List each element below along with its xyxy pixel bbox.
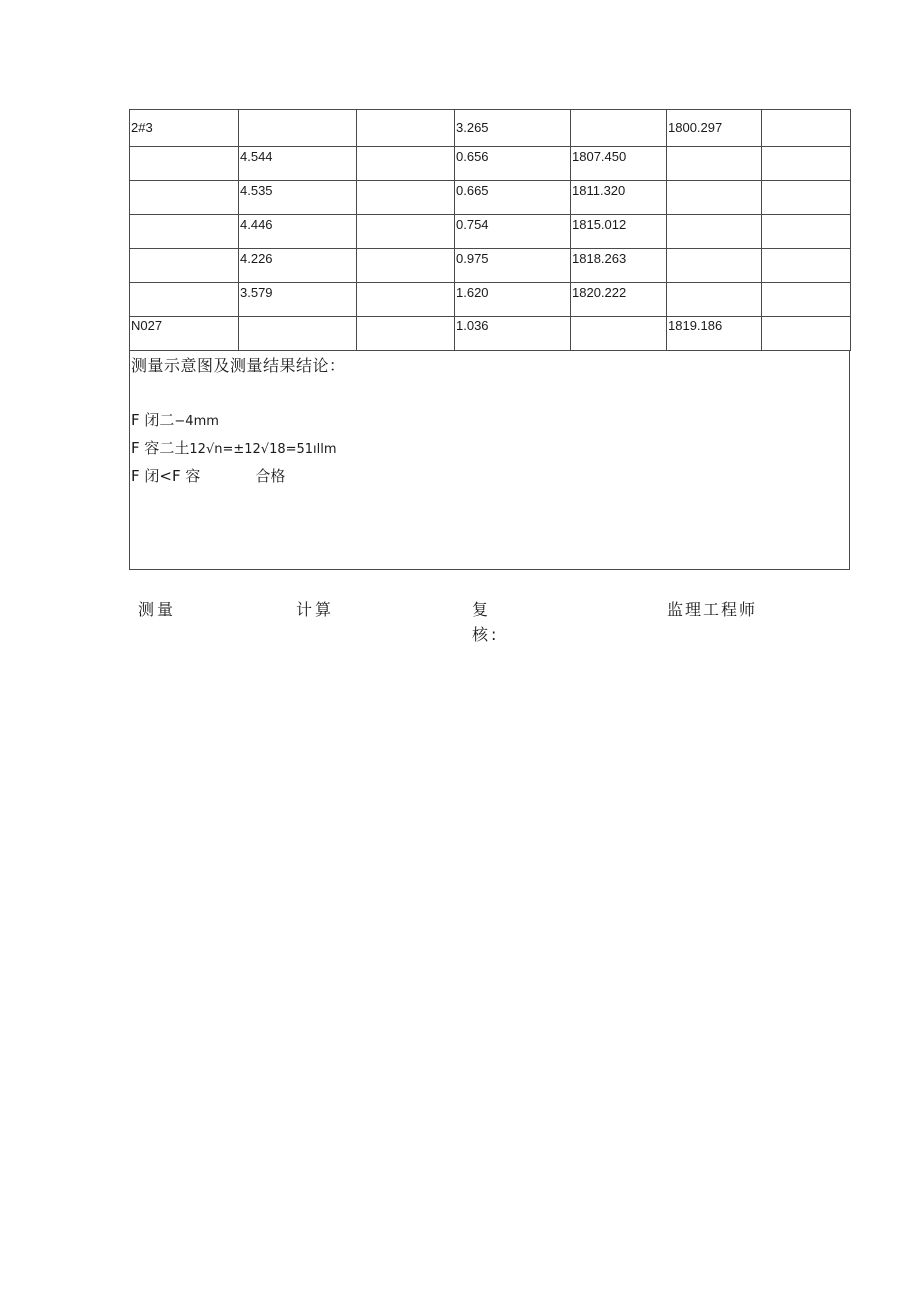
cell-text — [358, 249, 454, 251]
signature-calculate: 计算 — [296, 600, 335, 619]
cell-text — [358, 110, 454, 120]
cell-text: 1820.222 — [572, 285, 627, 300]
allowable-error-value: 12√n=±12√18=51ıllm — [189, 442, 337, 457]
cell-text — [240, 317, 356, 318]
cell-text: 4.544 — [240, 149, 273, 164]
closure-error-line — [131, 409, 219, 430]
cell-text — [763, 283, 850, 285]
table-cell — [130, 147, 239, 181]
table-cell — [357, 181, 455, 215]
table-cell — [571, 249, 667, 283]
cell-text — [763, 317, 850, 318]
table-cell — [239, 283, 357, 317]
table-cell — [455, 110, 571, 147]
table-cell — [239, 215, 357, 249]
signature-row — [0, 597, 920, 647]
table-cell — [239, 181, 357, 215]
table-cell — [455, 283, 571, 317]
table-cell — [571, 215, 667, 249]
signature-measure: 测量 — [138, 600, 177, 619]
table-cell — [455, 249, 571, 283]
cell-text: 4.535 — [240, 183, 273, 198]
table-cell — [762, 317, 851, 351]
table-cell — [357, 215, 455, 249]
cell-text — [763, 249, 850, 251]
cell-text: 2#3 — [131, 120, 153, 135]
signature-supervisor: 监理工程师 — [667, 600, 758, 619]
cell-text: 1807.450 — [572, 149, 627, 164]
table-cell — [571, 181, 667, 215]
table-cell — [239, 147, 357, 181]
table-cell — [130, 283, 239, 317]
cell-text — [572, 317, 666, 318]
cell-text: 1815.012 — [572, 217, 627, 232]
table-row — [130, 110, 851, 147]
allowable-error-label: F 容二土 — [131, 439, 190, 457]
table-cell — [357, 110, 455, 147]
cell-text: 1811.320 — [572, 183, 626, 198]
table-cell — [762, 181, 851, 215]
table-cell — [762, 249, 851, 283]
table-cell — [762, 147, 851, 181]
table-cell — [762, 215, 851, 249]
table-cell — [455, 181, 571, 215]
table-cell — [667, 147, 762, 181]
cell-text — [763, 147, 850, 149]
cell-text — [358, 215, 454, 217]
cell-text: 4.226 — [240, 251, 273, 266]
cell-text — [763, 110, 850, 120]
cell-text — [131, 181, 238, 183]
survey-sheet — [129, 109, 850, 570]
table-cell — [571, 110, 667, 147]
cell-text — [131, 147, 238, 149]
cell-text: 4.446 — [240, 217, 273, 232]
cell-text: 1819.186 — [668, 318, 723, 333]
table-row — [130, 317, 851, 351]
table-cell — [130, 215, 239, 249]
table-cell — [357, 147, 455, 181]
result-verdict: 合格 — [255, 467, 286, 485]
allowable-error-line — [131, 437, 337, 458]
table-cell — [357, 317, 455, 351]
cell-text — [131, 215, 238, 217]
cell-text: 0.975 — [456, 251, 489, 266]
cell-text: 1.036 — [456, 318, 489, 333]
closure-error-value: −4mm — [174, 414, 219, 429]
table-cell — [130, 110, 239, 147]
table-cell — [239, 110, 357, 147]
cell-text — [668, 147, 761, 149]
cell-text: 3.579 — [240, 285, 273, 300]
table-cell — [130, 181, 239, 215]
table-cell — [667, 283, 762, 317]
cell-text: 3.265 — [456, 120, 489, 135]
cell-text: 1.620 — [456, 285, 489, 300]
table-cell — [571, 317, 667, 351]
table-cell — [455, 317, 571, 351]
table-row — [130, 181, 851, 215]
cell-text: 0.754 — [456, 217, 489, 232]
cell-text: 1800.297 — [668, 120, 723, 135]
table-cell — [571, 147, 667, 181]
table-row — [130, 147, 851, 181]
table-cell — [130, 249, 239, 283]
table-cell — [571, 283, 667, 317]
conclusion-panel — [129, 351, 850, 570]
table-cell — [762, 110, 851, 147]
table-row — [130, 249, 851, 283]
table-cell — [239, 249, 357, 283]
table-row — [130, 215, 851, 249]
table-cell — [357, 283, 455, 317]
cell-text: 1818.263 — [572, 251, 627, 266]
cell-text — [572, 110, 666, 120]
cell-text — [763, 181, 850, 183]
cell-text — [668, 215, 761, 217]
cell-text — [763, 215, 850, 217]
cell-text — [358, 283, 454, 285]
table-cell — [762, 283, 851, 317]
cell-text — [240, 110, 356, 120]
table-cell — [455, 147, 571, 181]
leveling-table — [129, 109, 851, 351]
table-cell — [130, 317, 239, 351]
cell-text: N027 — [131, 318, 163, 333]
cell-text — [131, 249, 238, 251]
cell-text — [358, 181, 454, 183]
comparison-label: F 闭<F 容 — [131, 467, 201, 485]
table-cell — [357, 249, 455, 283]
table-cell — [239, 317, 357, 351]
table-cell — [667, 110, 762, 147]
cell-text — [358, 147, 454, 149]
table-cell — [667, 215, 762, 249]
table-row — [130, 283, 851, 317]
cell-text — [358, 317, 454, 318]
table-cell — [455, 215, 571, 249]
table-cell — [667, 249, 762, 283]
cell-text — [131, 283, 238, 285]
cell-text: 0.665 — [456, 183, 489, 198]
table-cell — [667, 181, 762, 215]
signature-review: 复核: — [472, 600, 500, 644]
conclusion-heading: 测量示意图及测量结果结论： — [131, 356, 346, 375]
result-line — [131, 465, 285, 486]
cell-text: 0.656 — [456, 149, 489, 164]
cell-text — [668, 283, 761, 285]
cell-text — [668, 181, 761, 183]
table-cell — [667, 317, 762, 351]
cell-text — [668, 249, 761, 251]
closure-error-label: F 闭二 — [131, 411, 175, 429]
